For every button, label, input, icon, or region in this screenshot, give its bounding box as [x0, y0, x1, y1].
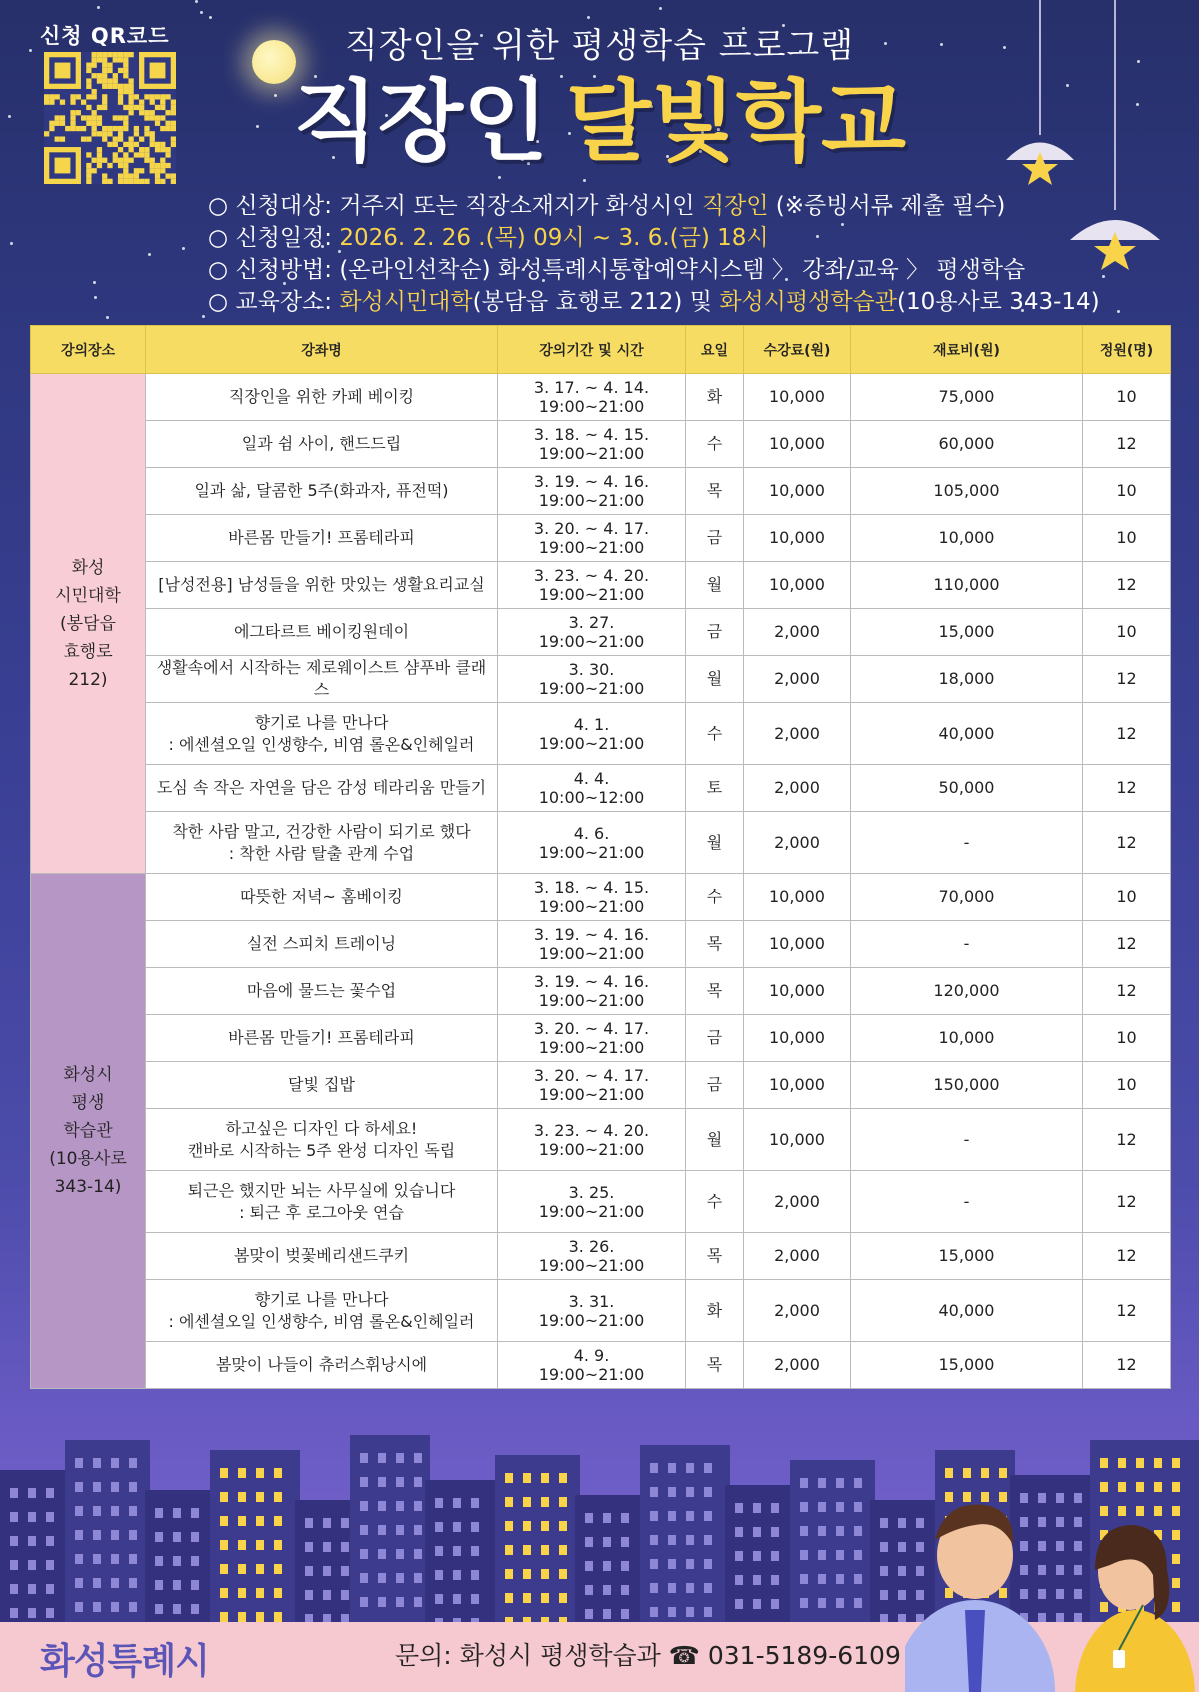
material-cell: 10,000 [851, 1015, 1083, 1062]
fee-cell: 10,000 [744, 515, 851, 562]
course-period: 3. 19. ~ 4. 16. [533, 472, 650, 491]
table-row [31, 609, 1171, 656]
course-name: 실전 스피치 트레이닝 [246, 934, 397, 953]
course-time: 19:00~21:00 [538, 1085, 645, 1104]
location-line: 화성 [71, 557, 105, 578]
location-line: 학습관 [63, 1121, 113, 1141]
table-row [31, 1109, 1171, 1171]
capacity-cell: 12 [1083, 812, 1171, 874]
course-time: 19:00~21:00 [538, 1365, 645, 1384]
period-cell [498, 609, 686, 656]
table-row [31, 1015, 1171, 1062]
day-cell: 토 [686, 765, 744, 812]
fee-cell: 10,000 [744, 421, 851, 468]
material-cell: - [851, 812, 1083, 874]
star-dot [97, 6, 100, 9]
location-line: 평생 [71, 1093, 105, 1113]
table-row [31, 703, 1171, 765]
capacity-cell: 12 [1083, 1109, 1171, 1171]
course-name-cell [146, 921, 498, 968]
capacity-cell: 10 [1083, 874, 1171, 921]
day-cell: 목 [686, 1342, 744, 1389]
column-header: 강의기간 및 시간 [498, 326, 686, 374]
course-name: 따뜻한 저녁~ 홈베이킹 [240, 887, 403, 906]
course-time: 10:00~12:00 [538, 788, 645, 807]
column-header: 수강료(원) [744, 326, 851, 374]
table-row [31, 921, 1171, 968]
day-cell: 목 [686, 468, 744, 515]
period-cell [498, 421, 686, 468]
period-cell [498, 374, 686, 421]
table-row [31, 374, 1171, 421]
capacity-cell: 10 [1083, 609, 1171, 656]
star-dot [200, 11, 203, 14]
material-cell: 40,000 [851, 703, 1083, 765]
course-name-cell [146, 1109, 498, 1171]
location-line: 343-14) [54, 1177, 122, 1197]
course-period: 3. 19. ~ 4. 16. [533, 925, 650, 944]
course-name-cell [146, 703, 498, 765]
fee-cell: 2,000 [744, 1280, 851, 1342]
capacity-cell: 12 [1083, 703, 1171, 765]
star-dot [182, 247, 185, 250]
course-name: 하고싶은 디자인 다 하세요! [225, 1118, 418, 1138]
location-cell [31, 874, 146, 1389]
fee-cell: 10,000 [744, 1015, 851, 1062]
course-period: 3. 20. ~ 4. 17. [533, 1066, 650, 1085]
course-name: 생활속에서 시작하는 제로웨이스트 샴푸바 클래스 [156, 658, 487, 699]
course-period: 3. 31. [568, 1291, 615, 1311]
fee-cell: 2,000 [744, 703, 851, 765]
course-time: 19:00~21:00 [538, 733, 645, 753]
fee-cell: 10,000 [744, 968, 851, 1015]
qr-label: 신청 QR코드 [40, 24, 170, 48]
fee-cell: 10,000 [744, 1109, 851, 1171]
course-name: 일과 쉼 사이, 핸드드립 [241, 434, 402, 453]
star-dot [583, 179, 586, 182]
course-time: 19:00~21:00 [538, 491, 645, 510]
course-name: 도심 속 작은 자연을 담은 감성 테라리움 만들기 [156, 778, 487, 797]
star-dot [659, 7, 662, 10]
fee-cell: 10,000 [744, 1062, 851, 1109]
material-cell: 18,000 [851, 656, 1083, 703]
day-cell: 목 [686, 968, 744, 1015]
course-table [30, 325, 1171, 1389]
course-time: 19:00~21:00 [538, 897, 645, 916]
fee-cell: 2,000 [744, 609, 851, 656]
course-name: 바른몸 만들기! 프롬테라피 [228, 528, 415, 547]
material-cell: 105,000 [851, 468, 1083, 515]
course-name: 직장인을 위한 카페 베이킹 [228, 387, 415, 406]
course-name: 캔바로 시작하는 5주 완성 디자인 독립 [187, 1140, 456, 1160]
table-row [31, 468, 1171, 515]
course-name-cell [146, 1171, 498, 1233]
course-time: 19:00~21:00 [538, 397, 645, 416]
material-cell: 60,000 [851, 421, 1083, 468]
period-cell [498, 1062, 686, 1109]
day-cell: 목 [686, 921, 744, 968]
period-cell [498, 656, 686, 703]
office-workers-illustration [905, 1480, 1195, 1692]
course-name: : 착한 사람 탈출 관계 수업 [228, 843, 415, 863]
fee-cell: 2,000 [744, 1233, 851, 1280]
capacity-cell: 12 [1083, 765, 1171, 812]
table-row [31, 1233, 1171, 1280]
column-header: 요일 [686, 326, 744, 374]
day-cell: 월 [686, 656, 744, 703]
period-cell [498, 765, 686, 812]
course-time: 19:00~21:00 [538, 944, 645, 963]
material-cell: 110,000 [851, 562, 1083, 609]
course-name-cell [146, 468, 498, 515]
location-line: 효행로 [63, 641, 113, 662]
day-cell: 화 [686, 374, 744, 421]
title-yellow: 달빛학교 [565, 70, 907, 173]
period-cell [498, 968, 686, 1015]
fee-cell: 10,000 [744, 374, 851, 421]
table-row [31, 562, 1171, 609]
course-name: : 에센셜오일 인생향수, 비염 롤온&인헤일러 [168, 1311, 475, 1331]
course-time: 19:00~21:00 [538, 1201, 645, 1221]
course-time: 19:00~21:00 [538, 1310, 645, 1330]
location-line: (봉담읍 [60, 613, 116, 634]
course-period: 3. 25. [568, 1182, 615, 1202]
star-dot [94, 296, 97, 299]
period-cell [498, 921, 686, 968]
course-period: 3. 30. [568, 660, 615, 679]
course-name-cell [146, 968, 498, 1015]
course-name: [남성전용] 남성들을 위한 맛있는 생활요리교실 [158, 575, 485, 594]
capacity-cell: 10 [1083, 1015, 1171, 1062]
column-header: 재료비(원) [851, 326, 1083, 374]
capacity-cell: 12 [1083, 1171, 1171, 1233]
capacity-cell: 10 [1083, 374, 1171, 421]
course-period: 4. 1. [573, 714, 610, 734]
capacity-cell: 12 [1083, 921, 1171, 968]
subtitle: 직장인을 위한 평생학습 프로그램 [344, 26, 855, 66]
table-header-row [31, 326, 1171, 374]
capacity-cell: 10 [1083, 515, 1171, 562]
course-name: 마음에 물드는 꽃수업 [246, 981, 397, 1000]
star-dot [1117, 310, 1120, 313]
capacity-cell: 10 [1083, 468, 1171, 515]
day-cell: 금 [686, 609, 744, 656]
course-name: 봄맞이 벚꽃베리샌드쿠키 [233, 1246, 410, 1265]
course-period: 3. 20. ~ 4. 17. [533, 1019, 650, 1038]
course-period: 4. 6. [573, 823, 610, 843]
period-cell [498, 1109, 686, 1171]
capacity-cell: 12 [1083, 1342, 1171, 1389]
course-time: 19:00~21:00 [538, 1256, 645, 1275]
footer-logo: 화성특례시 [40, 1641, 209, 1682]
course-name-cell [146, 1342, 498, 1389]
course-name-cell [146, 1280, 498, 1342]
course-name-cell [146, 374, 498, 421]
star-dot [93, 281, 96, 284]
location-line: 시민대학 [55, 585, 121, 606]
table-row [31, 765, 1171, 812]
capacity-cell: 12 [1083, 968, 1171, 1015]
fee-cell: 2,000 [744, 1342, 851, 1389]
table-row [31, 421, 1171, 468]
star-dot [10, 242, 13, 245]
course-period: 4. 4. [573, 769, 610, 788]
course-name-cell [146, 1015, 498, 1062]
material-cell: 15,000 [851, 609, 1083, 656]
column-header: 강의장소 [31, 326, 146, 374]
info-schedule: ○ 신청일정: 2026. 2. 26 .(목) 09시 ~ 3. 6.(금) 18시 [208, 225, 769, 251]
column-header: 정원(명) [1083, 326, 1171, 374]
course-name: 착한 사람 말고, 건강한 사람이 되기로 했다 [172, 821, 471, 841]
period-cell [498, 515, 686, 562]
star-dot [1102, 275, 1105, 278]
period-cell [498, 874, 686, 921]
day-cell: 수 [686, 1171, 744, 1233]
course-period: 3. 18. ~ 4. 15. [533, 425, 650, 444]
contact-info: 문의: 화성시 평생학습과 ☎ 031-5189-6109 [395, 1641, 901, 1670]
title-white: 직장인 [292, 70, 548, 173]
course-time: 19:00~21:00 [538, 444, 645, 463]
period-cell [498, 1015, 686, 1062]
course-time: 19:00~21:00 [538, 679, 645, 698]
course-name: : 에센셜오일 인생향수, 비염 롤온&인헤일러 [168, 734, 475, 754]
course-name-cell [146, 1062, 498, 1109]
day-cell: 목 [686, 1233, 744, 1280]
day-cell: 수 [686, 421, 744, 468]
course-time: 19:00~21:00 [538, 991, 645, 1010]
table-row [31, 656, 1171, 703]
course-name-cell [146, 656, 498, 703]
day-cell: 금 [686, 1062, 744, 1109]
fee-cell: 10,000 [744, 874, 851, 921]
course-period: 3. 20. ~ 4. 17. [533, 519, 650, 538]
period-cell [498, 1233, 686, 1280]
location-cell [31, 374, 146, 874]
day-cell: 수 [686, 874, 744, 921]
info-target: ○ 신청대상: 거주지 또는 직장소재지가 화성시인 직장인 (※증빙서류 제출 필수) [208, 193, 1006, 219]
course-name: 에그타르트 베이킹원데이 [233, 622, 410, 641]
fee-cell: 2,000 [744, 812, 851, 874]
table-row [31, 874, 1171, 921]
day-cell: 화 [686, 1280, 744, 1342]
material-cell: 40,000 [851, 1280, 1083, 1342]
course-period: 3. 18. ~ 4. 15. [533, 878, 650, 897]
course-time: 19:00~21:00 [538, 632, 645, 651]
course-name-cell [146, 1233, 498, 1280]
course-name: 일과 삶, 달콤한 5주(화과자, 퓨전떡) [194, 481, 449, 500]
capacity-cell: 12 [1083, 656, 1171, 703]
course-name: 향기로 나를 만나다 [254, 712, 389, 732]
course-period: 3. 23. ~ 4. 20. [533, 566, 650, 585]
material-cell: 15,000 [851, 1342, 1083, 1389]
star-dot [106, 316, 109, 319]
course-period: 3. 19. ~ 4. 16. [533, 972, 650, 991]
material-cell: 120,000 [851, 968, 1083, 1015]
course-name-cell [146, 765, 498, 812]
course-name: : 퇴근 후 로그아웃 연습 [239, 1202, 404, 1222]
course-name: 향기로 나를 만나다 [254, 1289, 389, 1309]
course-time: 19:00~21:00 [538, 538, 645, 557]
course-period: 3. 26. [568, 1237, 615, 1256]
table-row [31, 1171, 1171, 1233]
table-row [31, 968, 1171, 1015]
course-name-cell [146, 812, 498, 874]
period-cell [498, 1280, 686, 1342]
info-method: ○ 신청방법: (온라인선착순) 화성특례시통합예약시스템 〉 강좌/교육 〉 평생학습 [208, 257, 1026, 283]
info-section [208, 190, 1100, 318]
course-period: 3. 23. ~ 4. 20. [533, 1120, 650, 1140]
period-cell [498, 1342, 686, 1389]
course-period: 3. 17. ~ 4. 14. [533, 378, 650, 397]
fee-cell: 10,000 [744, 921, 851, 968]
fee-cell: 10,000 [744, 562, 851, 609]
material-cell: 15,000 [851, 1233, 1083, 1280]
star-dot [195, 0, 198, 3]
material-cell: - [851, 1109, 1083, 1171]
course-period: 3. 27. [568, 613, 615, 632]
course-time: 19:00~21:00 [538, 1139, 645, 1159]
star-dot [148, 253, 151, 256]
capacity-cell: 12 [1083, 421, 1171, 468]
capacity-cell: 12 [1083, 1233, 1171, 1280]
course-name: 퇴근은 했지만 뇌는 사무실에 있습니다 [187, 1180, 456, 1200]
table-row [31, 1280, 1171, 1342]
day-cell: 월 [686, 1109, 744, 1171]
material-cell: 10,000 [851, 515, 1083, 562]
day-cell: 금 [686, 1015, 744, 1062]
period-cell [498, 703, 686, 765]
course-name-cell [146, 515, 498, 562]
table-row [31, 1342, 1171, 1389]
material-cell: 150,000 [851, 1062, 1083, 1109]
location-line: (10용사로 [49, 1149, 127, 1169]
star-dot [498, 176, 501, 179]
material-cell: 70,000 [851, 874, 1083, 921]
course-name: 바른몸 만들기! 프롬테라피 [228, 1028, 415, 1047]
period-cell [498, 562, 686, 609]
fee-cell: 2,000 [744, 1171, 851, 1233]
fee-cell: 2,000 [744, 765, 851, 812]
day-cell: 월 [686, 812, 744, 874]
capacity-cell: 12 [1083, 1280, 1171, 1342]
table-row [31, 812, 1171, 874]
material-cell: - [851, 1171, 1083, 1233]
capacity-cell: 10 [1083, 1062, 1171, 1109]
day-cell: 수 [686, 703, 744, 765]
course-period: 4. 9. [573, 1346, 610, 1365]
material-cell: 50,000 [851, 765, 1083, 812]
column-header: 강좌명 [146, 326, 498, 374]
table-row [31, 515, 1171, 562]
course-time: 19:00~21:00 [538, 1038, 645, 1057]
info-place: ○ 교육장소: 화성시민대학(봉담읍 효행로 212) 및 화성시평생학습관(10용사로 343-14) [208, 289, 1100, 315]
material-cell: 75,000 [851, 374, 1083, 421]
course-name-cell [146, 609, 498, 656]
course-name-cell [146, 562, 498, 609]
course-name-cell [146, 874, 498, 921]
course-name: 달빛 집밥 [288, 1075, 355, 1094]
period-cell [498, 468, 686, 515]
fee-cell: 10,000 [744, 468, 851, 515]
course-name-cell [146, 421, 498, 468]
fee-cell: 2,000 [744, 656, 851, 703]
location-line: 화성시 [63, 1065, 113, 1085]
table-row [31, 1062, 1171, 1109]
location-line: 212) [68, 669, 108, 690]
period-cell [498, 1171, 686, 1233]
star-dot [202, 315, 205, 318]
course-name: 봄맞이 나들이 츄러스휘낭시에 [215, 1355, 428, 1374]
day-cell: 금 [686, 515, 744, 562]
period-cell [498, 812, 686, 874]
day-cell: 월 [686, 562, 744, 609]
course-time: 19:00~21:00 [538, 842, 645, 862]
material-cell: - [851, 921, 1083, 968]
capacity-cell: 12 [1083, 562, 1171, 609]
course-time: 19:00~21:00 [538, 585, 645, 604]
